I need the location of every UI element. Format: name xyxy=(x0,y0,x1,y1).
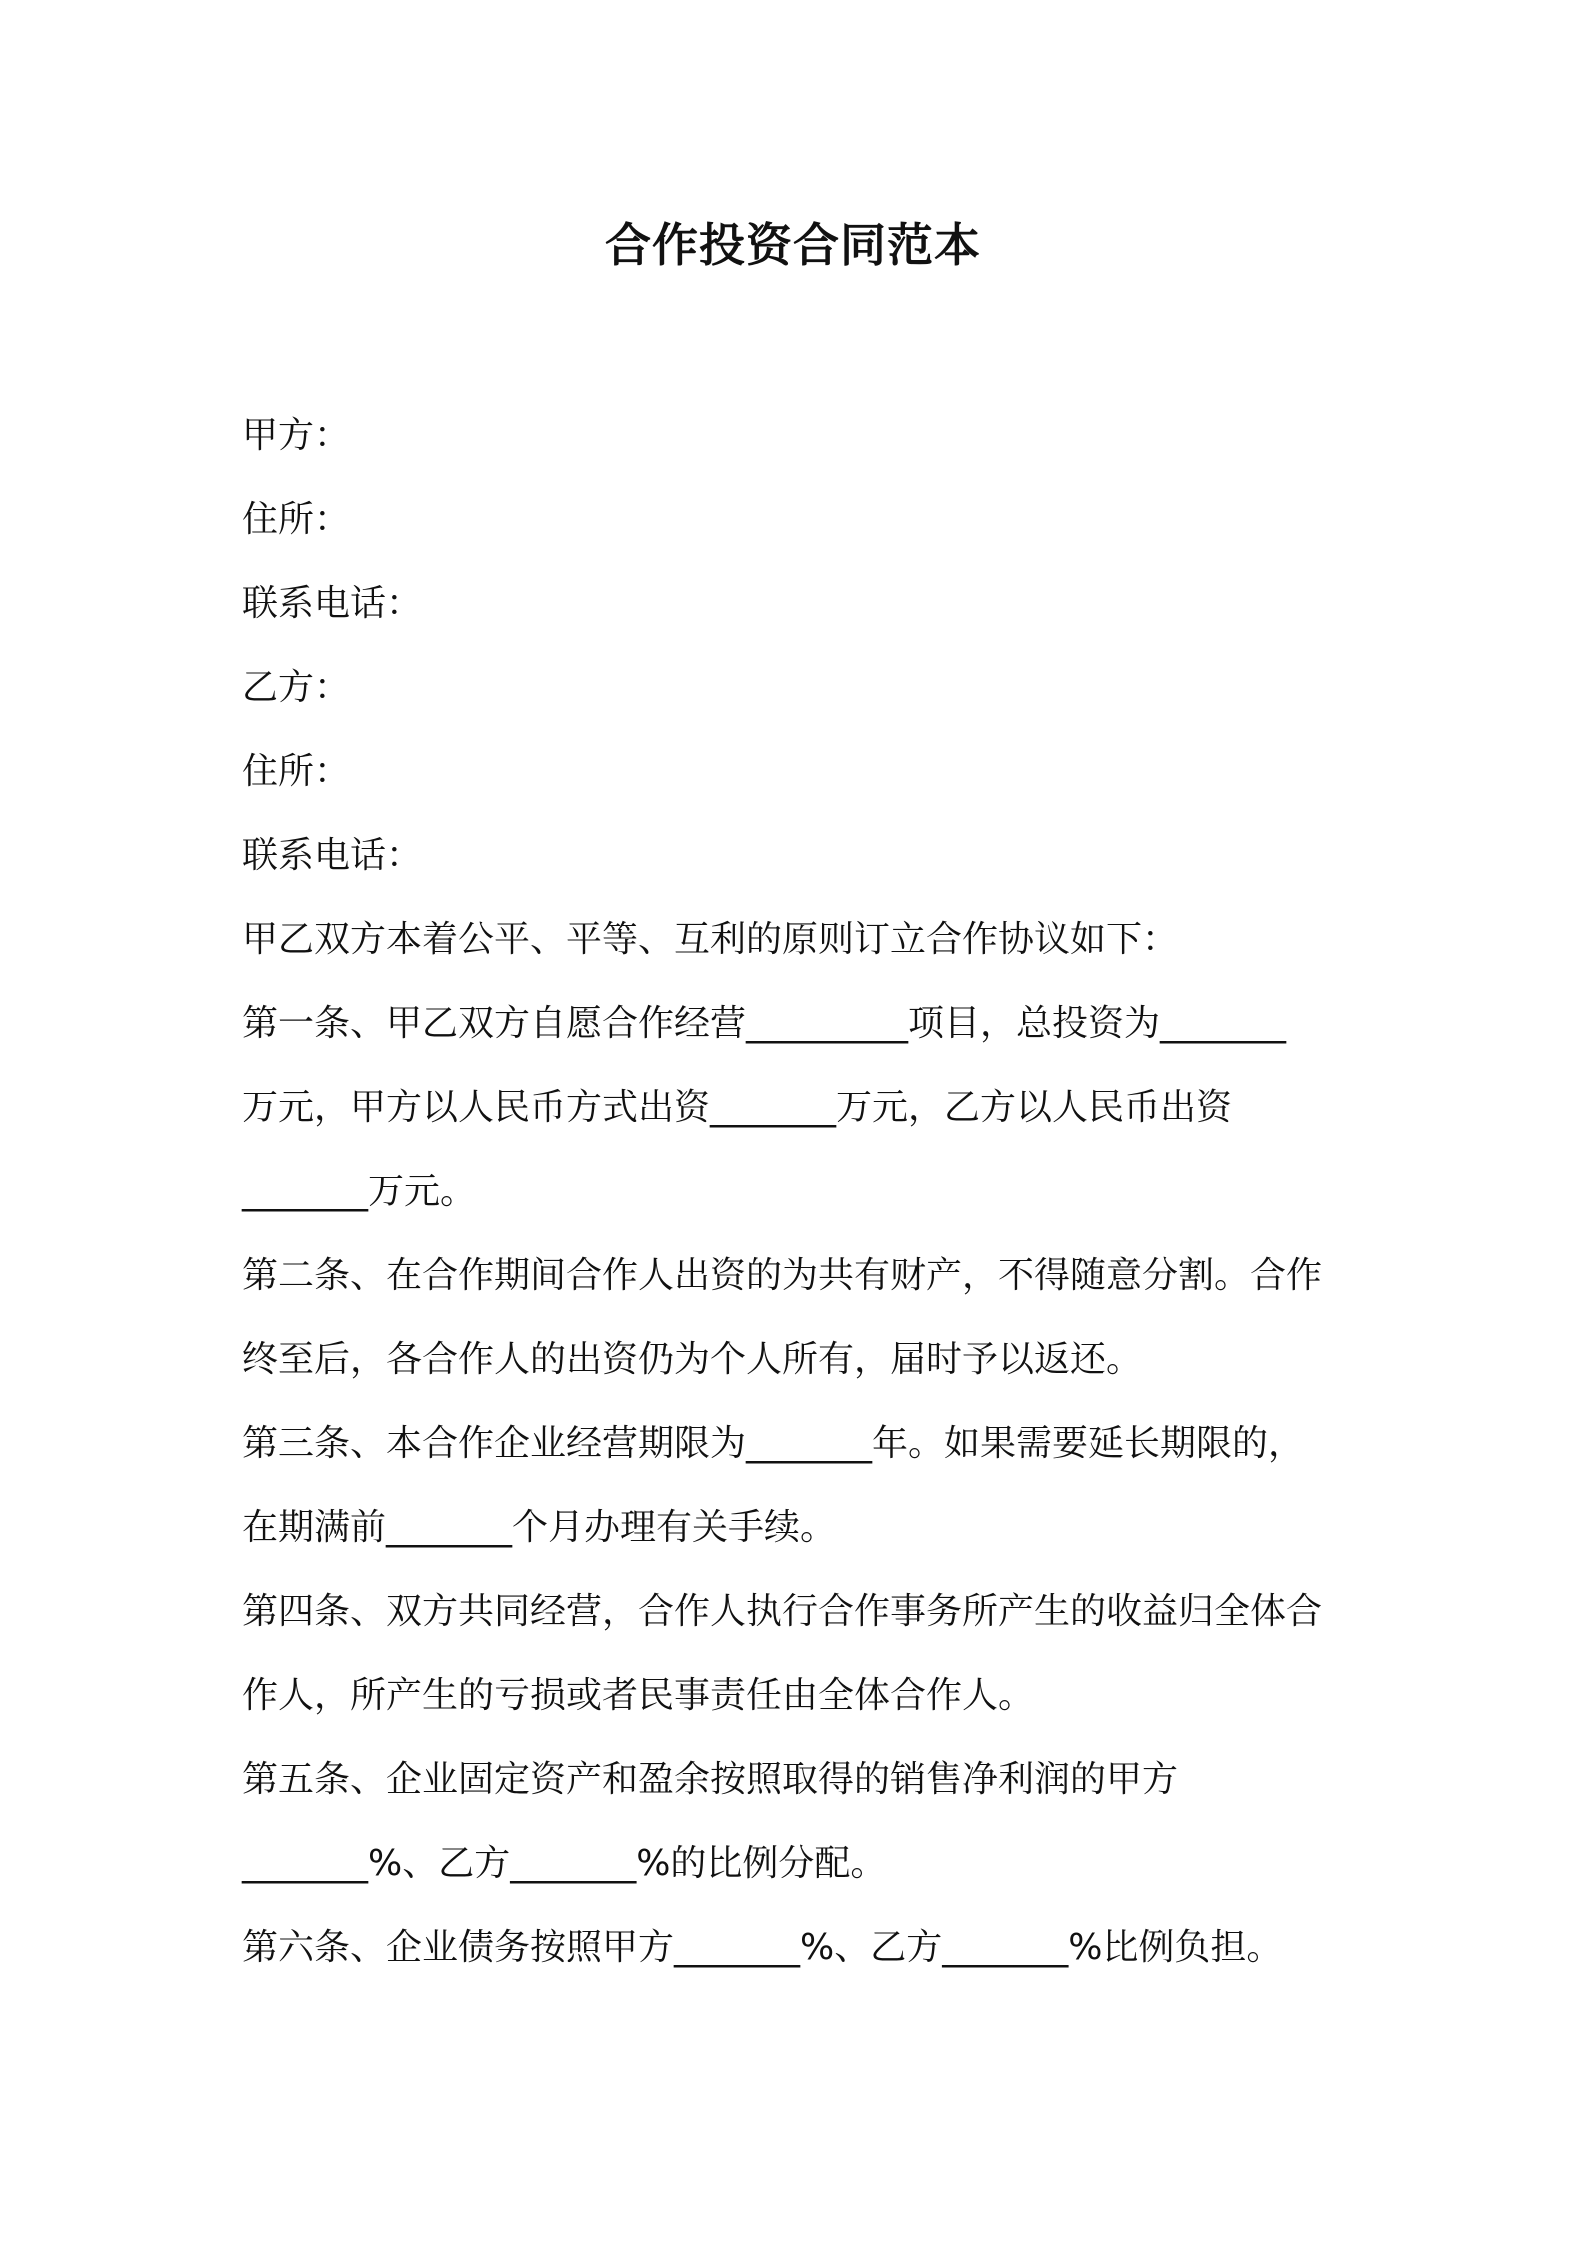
article-5-line-1: 第五条、企业固定资产和盈余按照取得的销售净利润的甲方 xyxy=(242,1759,1179,1800)
article-3-line-1: 第三条、本合作企业经营期限为_______年。如果需要延长期限的， xyxy=(242,1423,1305,1464)
party-b-address-label: 住所： xyxy=(242,751,351,792)
article-2-line-2: 终至后，各合作人的出资仍为个人所有，届时予以返还。 xyxy=(242,1339,1143,1380)
article-4-line-2: 作人，所产生的亏损或者民事责任由全体合作人。 xyxy=(242,1675,1035,1716)
article-4-line-1: 第四条、双方共同经营，合作人执行合作事务所产生的收益归全体合 xyxy=(242,1591,1323,1632)
party-a-phone-label: 联系电话： xyxy=(242,583,423,624)
article-1-line-1: 第一条、甲乙双方自愿合作经营_________项目，总投资为_______ xyxy=(242,1003,1287,1044)
article-3-line-2: 在期满前_______个月办理有关手续。 xyxy=(242,1507,837,1548)
article-1-line-3: _______万元。 xyxy=(242,1171,477,1212)
party-a-label: 甲方： xyxy=(242,415,351,456)
party-b-phone-label: 联系电话： xyxy=(242,835,423,876)
article-5-line-2: _______%、乙方_______%的比例分配。 xyxy=(242,1843,887,1884)
article-1-line-2: 万元，甲方以人民币方式出资_______万元，乙方以人民币出资 xyxy=(242,1087,1233,1128)
article-6-line-1: 第六条、企业债务按照甲方_______%、乙方_______%比例负担。 xyxy=(242,1927,1283,1968)
party-a-address-label: 住所： xyxy=(242,499,351,540)
preamble-text: 甲乙双方本着公平、平等、互利的原则订立合作协议如下： xyxy=(242,919,1179,960)
party-b-label: 乙方： xyxy=(242,667,351,708)
document-title: 合作投资合同范本 xyxy=(605,218,981,272)
article-2-line-1: 第二条、在合作期间合作人出资的为共有财产，不得随意分割。合作 xyxy=(242,1255,1323,1296)
